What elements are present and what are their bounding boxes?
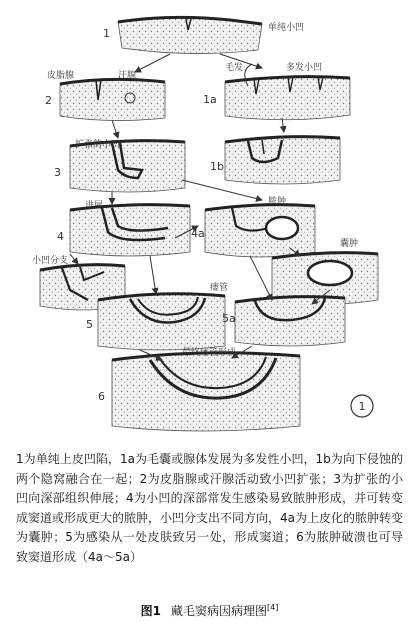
stage-4a-label: 脓肿 [268,197,287,207]
figure-title-text: 藏毛窦病因病理图 [171,604,268,618]
stage-1a-panel [203,61,350,120]
stage-1-panel [103,17,304,53]
stage-6-label: 最终瘘管形成 [182,348,237,358]
stage-5a-number: 5a [222,312,236,325]
stage-1a-number: 1a [203,93,217,106]
pit-branch-label: 小凹分支 [32,256,69,266]
stage-1b-panel [210,137,340,184]
stage-2-number: 2 [45,94,52,107]
stage-5-fistula-label: 瘘管 [210,283,229,293]
figure-title-reference: [4] [267,603,279,612]
stage-2-panel [45,69,165,121]
stage-3-panel [54,138,185,192]
stage-5a-panel [222,297,345,346]
stage-3-label: 扩张的小凹 [75,140,121,150]
stage-4a-number: 4a [191,227,205,240]
stage-6-number: 6 [98,390,105,403]
figure-number: 1 [358,400,366,413]
stage-4-number: 4 [57,230,64,243]
stage-1-label: 单纯小凹 [268,23,305,33]
stage-2-label-sweat: 汗腺 [118,71,137,81]
stage-1-number: 1 [103,27,110,40]
stage-1a-label-hair: 毛发 [225,63,244,73]
stage-2-label-sebaceous: 皮脂腺 [47,71,75,81]
stage-1b-number: 1b [210,160,224,173]
stage-3-number: 3 [54,166,61,179]
figure-number-badge [351,395,373,417]
stage-5-number: 5 [86,318,93,331]
stage-6-panel [98,346,300,431]
stage-4-panel [57,199,190,256]
stage-5a-cyst-label: 囊肿 [340,239,359,249]
stage-4a-panel [191,195,315,257]
stage-4-label: 进展 [85,201,104,211]
stage-1a-label-multiple-pits: 多发小凹 [286,63,323,73]
figure-caption: 1为单纯上皮凹陷，1a为毛囊或腺体发展为多发性小凹，1b为向下侵蚀的两个隐窝融合在一起；2为皮脂腺或汗腺活动致小凹扩张；3为扩张的小凹向深部组织伸展；4为小凹的深部常发生感染易致脓肿形成，并可转变成窦道或形成更大的脓肿，小凹分支出不同方向，4a为上皮化的脓肿转变为囊肿；5为感染从一处皮肤致另一处，形成窦道；6为脓肿破溃也可导致窦道形成（4a～5a） [16,452,403,564]
figure-title [0,602,419,619]
figure-title-prefix: 图1 [140,604,161,618]
